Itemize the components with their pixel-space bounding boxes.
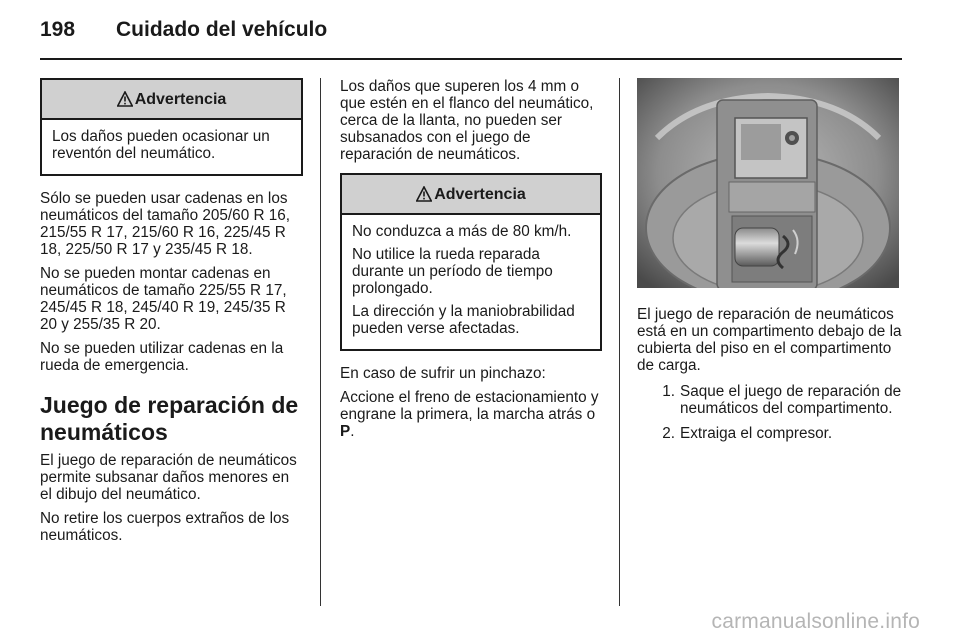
header-rule bbox=[40, 58, 902, 60]
instruction-paragraph bbox=[340, 389, 602, 440]
column-3 bbox=[637, 78, 902, 450]
paragraph: No se pueden utilizar cadenas en la rueda de emergencia. bbox=[40, 340, 284, 374]
paragraph: No se pueden montar cadenas en neumáticos de tamaño 225/55 R 17, 245/45 R 18, 245/40 R 19, 245/35 R 20 y 255/35 R 20. bbox=[40, 265, 287, 333]
instruction-end: . bbox=[350, 423, 355, 440]
section-heading: Juego de reparación de neumáticos bbox=[40, 392, 299, 445]
step-text: Saque el juego de reparación de neumáticos del compartimento. bbox=[680, 383, 902, 417]
step-text: Extraiga el compresor. bbox=[680, 425, 833, 442]
warning-body bbox=[342, 215, 600, 349]
step-number: 1. bbox=[662, 383, 675, 400]
column-divider bbox=[320, 78, 321, 606]
warning-header bbox=[342, 175, 600, 215]
paragraph: El juego de reparación de neumáticos permite subsanar daños menores en el dibujo del neumático. bbox=[40, 452, 297, 503]
tire-repair-kit-photo bbox=[637, 78, 899, 288]
warning-header bbox=[42, 80, 301, 120]
column-1 bbox=[40, 78, 303, 551]
step-list bbox=[637, 383, 902, 442]
column-2 bbox=[340, 78, 602, 447]
paragraph: No retire los cuerpos extraños de los neumáticos. bbox=[40, 510, 290, 544]
warning-body bbox=[42, 120, 301, 174]
watermark: carmanualsonline.info bbox=[711, 610, 920, 633]
warning-box bbox=[40, 78, 303, 176]
column-divider bbox=[619, 78, 620, 606]
warning-title: Advertencia bbox=[134, 90, 227, 108]
warning-line: No utilice la rueda reparada durante un período de tiempo prolongado. bbox=[352, 246, 553, 297]
page-header bbox=[40, 18, 327, 48]
warning-line: La dirección y la maniobrabilidad pueden verse afectadas. bbox=[352, 303, 575, 337]
page-number: 198 bbox=[40, 18, 76, 41]
paragraph: Sólo se pueden usar cadenas en los neumáticos del tamaño 205/60 R 16, 215/55 R 17, 215/60 R 16, 225/45 R 18, 225/50 R 17 y 235/45 R 18. bbox=[40, 190, 291, 258]
list-item bbox=[637, 425, 902, 442]
photo-caption: El juego de reparación de neumáticos está en un compartimento debajo de la cubierta del piso en el compartimento de carga. bbox=[637, 306, 902, 374]
list-item bbox=[637, 383, 902, 417]
warning-text: Los daños pueden ocasionar un reventón del neumático. bbox=[52, 128, 270, 162]
warning-triangle-icon bbox=[117, 91, 133, 107]
paragraph: En caso de sufrir un pinchazo: bbox=[340, 365, 546, 382]
warning-line: No conduzca a más de 80 km/h. bbox=[352, 223, 572, 240]
paragraph: Los daños que superen los 4 mm o que estén en el flanco del neumático, cerca de la llanta, no pueden ser subsanados con el juego de reparación de neumáticos. bbox=[340, 78, 594, 163]
warning-title: Advertencia bbox=[434, 185, 526, 203]
section-title: Cuidado del vehículo bbox=[116, 18, 328, 41]
warning-triangle-icon bbox=[416, 186, 432, 202]
step-number: 2. bbox=[662, 425, 675, 442]
gear-p-label: P bbox=[340, 423, 351, 440]
instruction-text: Accione el freno de estacionamiento y engrane la primera, la marcha atrás o bbox=[340, 389, 599, 423]
warning-box bbox=[340, 173, 602, 351]
